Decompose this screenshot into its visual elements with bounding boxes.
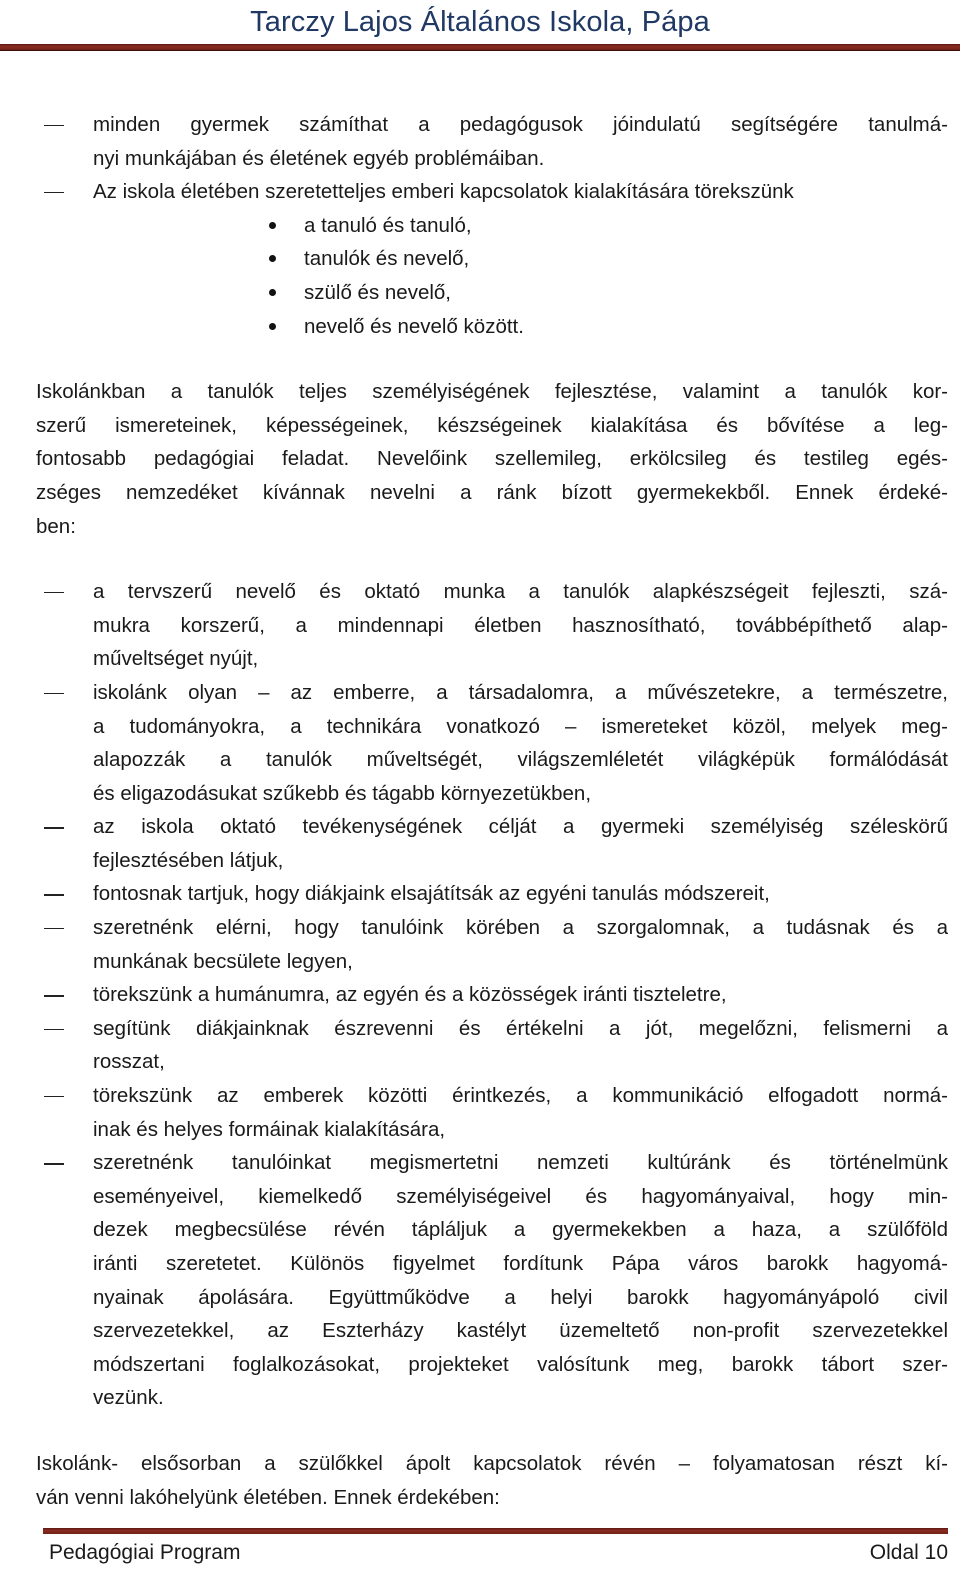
text-line: iránti szeretetet. Különös figyelmet fordítunk Pápa város barokk hagyomá-: [93, 1252, 948, 1275]
dash-list-item: [36, 810, 948, 877]
text-line: minden gyermek számíthat a pedagógusok jóindulatú segítségére tanulmá-: [93, 113, 948, 136]
text-line: szeretnénk elérni, hogy tanulóink körében a szorgalomnak, a tudásnak és a: [93, 916, 948, 940]
text-line: fejlesztésében látjuk,: [93, 848, 284, 872]
dash-list-item: [36, 877, 948, 911]
bullet-item: szülő és nevelő,: [36, 276, 948, 310]
text-line: nyainak ápolására. Együttműködve a helyi barokk hagyományápoló civil: [93, 1285, 948, 1309]
text-line: ván venni lakóhelyünk életében. Ennek érdekében:: [36, 1485, 500, 1509]
text-line: és eligazodásukat szűkebb és tágabb környezetükben,: [93, 781, 592, 805]
dash-list-item: [36, 1146, 948, 1415]
dash-list-item: [36, 175, 948, 209]
text-line: a tervszerű nevelő és oktató munka a tanulók alapkészségeit fejleszti, szá-: [93, 580, 948, 604]
text-line: vezünk.: [93, 1386, 164, 1410]
text-line: fontosabb pedagógiai feladat. Nevelőink szellemileg, erkölcsileg és testileg egés-: [36, 447, 948, 471]
text-line: Iskolánk- elsősorban a szülőkkel ápolt kapcsolatok révén – folyamatosan részt kí-: [36, 1451, 948, 1475]
paragraph-1: [36, 375, 948, 543]
dash-list-item: [36, 575, 948, 676]
text-line: rosszat,: [93, 1050, 165, 1074]
header-title: Tarczy Lajos Általános Iskola, Pápa: [250, 6, 710, 38]
text-line: műveltséget nyújt,: [93, 647, 259, 671]
text-line: Iskolánkban a tanulók teljes személyiségének fejlesztése, valamint a tanulók kor-: [36, 380, 948, 404]
spacer: [36, 1415, 948, 1447]
text-line: szeretnénk tanulóinkat megismertetni nemzeti kultúránk és történelmünk: [93, 1151, 948, 1175]
text-line: törekszünk a humánumra, az egyén és a közösségek iránti tiszteletre,: [93, 983, 727, 1007]
text-line: munkának becsülete legyen,: [93, 949, 353, 973]
bullet-list: [36, 209, 948, 343]
page-header: [0, 0, 960, 40]
text-line: módszertani foglalkozásokat, projekteket valósítunk meg, barokk tábort szer-: [93, 1352, 948, 1376]
dash-list-item: [36, 1079, 948, 1146]
text-line: fontosnak tartjuk, hogy diákjaink elsajátítsák az egyéni tanulás módszereit,: [93, 882, 770, 906]
footer-page-number: Oldal 10: [869, 1541, 948, 1564]
dash-list-item: [36, 911, 948, 978]
text-line: törekszünk az emberek közötti érintkezés, a kommunikáció elfogadott normá-: [93, 1084, 948, 1108]
bullet-item: tanulók és nevelő,: [36, 242, 948, 276]
text-line: szerű ismereteinek, képességeinek, készségeinek kialakítása és bővítése a leg-: [36, 413, 948, 437]
text-line: segítünk diákjainknak észrevenni és értékelni a jót, megelőzni, felismerni a: [93, 1016, 948, 1040]
footer-document-title: Pedagógiai Program: [49, 1541, 241, 1564]
spacer: [36, 343, 948, 375]
text-line: dezek megbecsülése révén tápláljuk a gyermekekben a haza, a szülőföld: [93, 1218, 948, 1242]
spacer: [36, 543, 948, 575]
bullet-item: nevelő és nevelő között.: [36, 310, 948, 344]
text-line: a tudományokra, a technikára vonatkozó – ismereteket közöl, melyek meg-: [93, 714, 948, 738]
bullet-item: a tanuló és tanuló,: [36, 209, 948, 243]
header-rule: [0, 44, 960, 50]
page-content: [36, 108, 948, 1514]
dash-list-item: [36, 676, 948, 810]
text-line: nyi munkájában és életének egyéb problémáiban.: [93, 146, 545, 170]
text-line: eseményeivel, kiemelkedő személyiségeivel és hagyományaival, hogy min-: [93, 1184, 948, 1208]
dash-list-item: [36, 978, 948, 1012]
text-line: iskolánk olyan – az emberre, a társadalomra, a művészetekre, a természetre,: [93, 680, 948, 704]
text-line: zséges nemzedéket kívánnak nevelni a ránk bízott gyermekekből. Ennek érdeké-: [36, 480, 948, 504]
paragraph-2: [36, 1447, 948, 1514]
dash-list-item: [36, 108, 948, 175]
dash-list-item: [36, 1012, 948, 1079]
text-line: szervezetekkel, az Eszterházy kastélyt üzemeltető non-profit szervezetekkel: [93, 1319, 948, 1343]
text-line: az iskola oktató tevékenységének célját a gyermeki személyiség széleskörű: [93, 815, 948, 839]
text-line: alapozzák a tanulók műveltségét, világszemléletét világképük formálódását: [93, 748, 948, 772]
text-line: Az iskola életében szeretetteljes emberi kapcsolatok kialakítására törekszünk: [93, 180, 794, 204]
footer-rule: [43, 1528, 948, 1534]
text-line: mukra korszerű, a mindennapi életben hasznosítható, továbbépíthető alap-: [93, 613, 948, 637]
text-line: inak és helyes formáinak kialakítására,: [93, 1117, 446, 1141]
text-line: ben:: [36, 514, 76, 538]
